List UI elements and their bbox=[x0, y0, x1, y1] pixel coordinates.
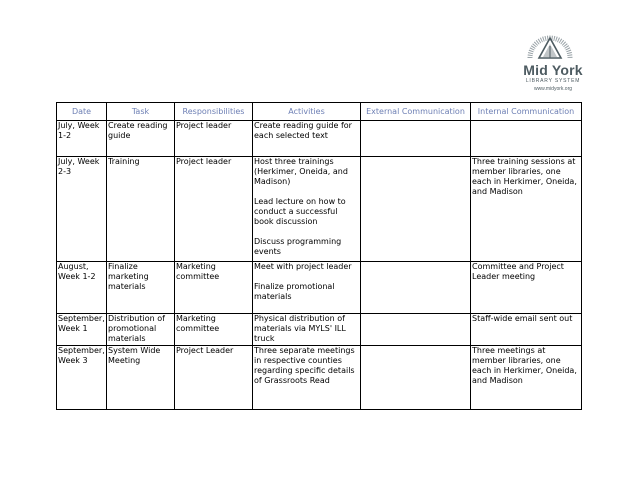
activity-text: Meet with project leader bbox=[254, 262, 352, 271]
cell-responsibilities: Marketing committee bbox=[175, 314, 253, 346]
book-triangle-icon bbox=[524, 30, 576, 64]
cell-date: July, Week 1-2 bbox=[57, 121, 107, 157]
cell-external bbox=[361, 157, 471, 262]
cell-activities bbox=[253, 121, 361, 157]
cell-activities bbox=[253, 157, 361, 262]
cell-activities bbox=[253, 262, 361, 314]
cell-activities bbox=[253, 346, 361, 410]
table-header-row bbox=[57, 103, 582, 121]
activity-text: Host three trainings (Herkimer, Oneida, and Madison) bbox=[254, 157, 348, 186]
cell-responsibilities: Marketing committee bbox=[175, 262, 253, 314]
cell-date: September, Week 1 bbox=[57, 314, 107, 346]
cell-date: July, Week 2-3 bbox=[57, 157, 107, 262]
cell-task: Finalize marketing materials bbox=[107, 262, 175, 314]
table-row bbox=[57, 314, 582, 346]
header-responsibilities: Responsibilities bbox=[175, 103, 253, 121]
cell-external bbox=[361, 262, 471, 314]
table-row bbox=[57, 121, 582, 157]
cell-internal: Staff-wide email sent out bbox=[471, 314, 582, 346]
cell-external bbox=[361, 314, 471, 346]
cell-task: Training bbox=[107, 157, 175, 262]
cell-responsibilities: Project Leader bbox=[175, 346, 253, 410]
activity-text: Lead lecture on how to conduct a successful book discussion bbox=[254, 197, 346, 226]
cell-responsibilities: Project leader bbox=[175, 121, 253, 157]
logo-subtitle: LIBRARY SYSTEM bbox=[525, 78, 581, 84]
cell-external bbox=[361, 346, 471, 410]
table-row bbox=[57, 157, 582, 262]
cell-task: Create reading guide bbox=[107, 121, 175, 157]
cell-task: Distribution of promotional materials bbox=[107, 314, 175, 346]
activity-text: Physical distribution of materials via MYLS' ILL truck bbox=[254, 314, 346, 343]
header-date: Date bbox=[57, 103, 107, 121]
table-row bbox=[57, 346, 582, 410]
header-task: Task bbox=[107, 103, 175, 121]
logo-url: www.midyork.org bbox=[533, 86, 573, 92]
cell-task: System Wide Meeting bbox=[107, 346, 175, 410]
mid-york-logo bbox=[514, 30, 584, 94]
cell-internal: Three meetings at member libraries, one each in Herkimer, Oneida, and Madison bbox=[471, 346, 582, 410]
cell-activities bbox=[253, 314, 361, 346]
cell-external bbox=[361, 121, 471, 157]
activity-text: Create reading guide for each selected text bbox=[254, 121, 352, 140]
cell-internal: Committee and Project Leader meeting bbox=[471, 262, 582, 314]
activity-text: Three separate meetings in respective counties regarding specific details of Grassroots Read bbox=[254, 346, 355, 385]
table-row bbox=[57, 262, 582, 314]
cell-responsibilities: Project leader bbox=[175, 157, 253, 262]
header-activities: Activities bbox=[253, 103, 361, 121]
cell-internal: Three training sessions at member libraries, one each in Herkimer, Oneida, and Madison bbox=[471, 157, 582, 262]
header-internal-communication: Internal Communication bbox=[471, 103, 582, 121]
project-timeline-table bbox=[56, 102, 582, 410]
logo-title: Mid York bbox=[523, 62, 583, 78]
header-external-communication: External Communication bbox=[361, 103, 471, 121]
activity-text: Finalize promotional materials bbox=[254, 282, 335, 301]
cell-date: August, Week 1-2 bbox=[57, 262, 107, 314]
cell-internal bbox=[471, 121, 582, 157]
activity-text: Discuss programming events bbox=[254, 237, 342, 256]
cell-date: September, Week 3 bbox=[57, 346, 107, 410]
